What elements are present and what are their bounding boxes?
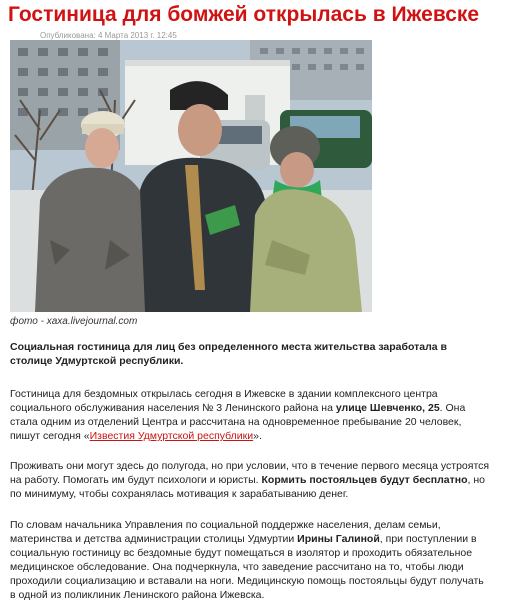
- paragraph-2: [10, 459, 492, 501]
- paragraph-1: [10, 387, 492, 443]
- paragraph-1-bold: улице Шевченко, 25: [335, 402, 440, 414]
- photo-credit: фото - xaxa.livejournal.com: [10, 316, 138, 327]
- paragraph-1-text-b: . Она стала одним из отделений Центра и рассчитана на одновременное пребывание 20 человек, пишут сегодня «: [10, 402, 466, 442]
- article-photo: [10, 40, 372, 312]
- article-title: Гостиница для бомжей открылась в Ижевске: [8, 3, 480, 26]
- paragraph-3-bold: Ирины Галиной: [297, 533, 380, 545]
- published-date: Опубликована: 4 Марта 2013 г. 12:45: [40, 31, 177, 40]
- paragraph-3: [10, 518, 492, 602]
- paragraph-2-text-b: , но по минимуму, чтобы сохранялась мотивация к зарабатыванию денег.: [10, 474, 485, 500]
- paragraph-2-text-a: Проживать они могут здесь до полугода, но при условии, что в течение первого месяца устроятся на работу. Помогать им будут психологи и юристы.: [10, 460, 490, 486]
- paragraph-1-text-a: Гостиница для бездомных открылась сегодня в Ижевске в здании комплексного центра социального обслуживания населения № 3 Ленинского района на: [10, 388, 438, 414]
- paragraph-3-text-b: , при поступлении в социальную гостиницу вс бездомные будут помещаться в изолятор и проходить обязательное медицинское обследование. Она подчеркнула, что заведение рассчитано на то, чтобы люди проходили социализацию и вставали на ноги. Медицинскую помощь постояльцы будут получать в одной из поликлиник Ленинского района Ижевска.: [10, 533, 484, 601]
- article-lead: Социальная гостиница для лиц без определенного места жительства заработала в столице Удмуртской республики.: [10, 341, 448, 367]
- paragraph-1-text-c: ».: [253, 430, 262, 442]
- paragraph-2-bold: Кормить постояльцев будут бесплатно: [261, 474, 468, 486]
- source-link[interactable]: Известия Удмуртской республики: [89, 430, 254, 442]
- paragraph-3-text-a: По словам начальника Управления по социальной поддержке населения, делам семьи, материнства и детства администрации столицы Удмуртии: [10, 519, 441, 545]
